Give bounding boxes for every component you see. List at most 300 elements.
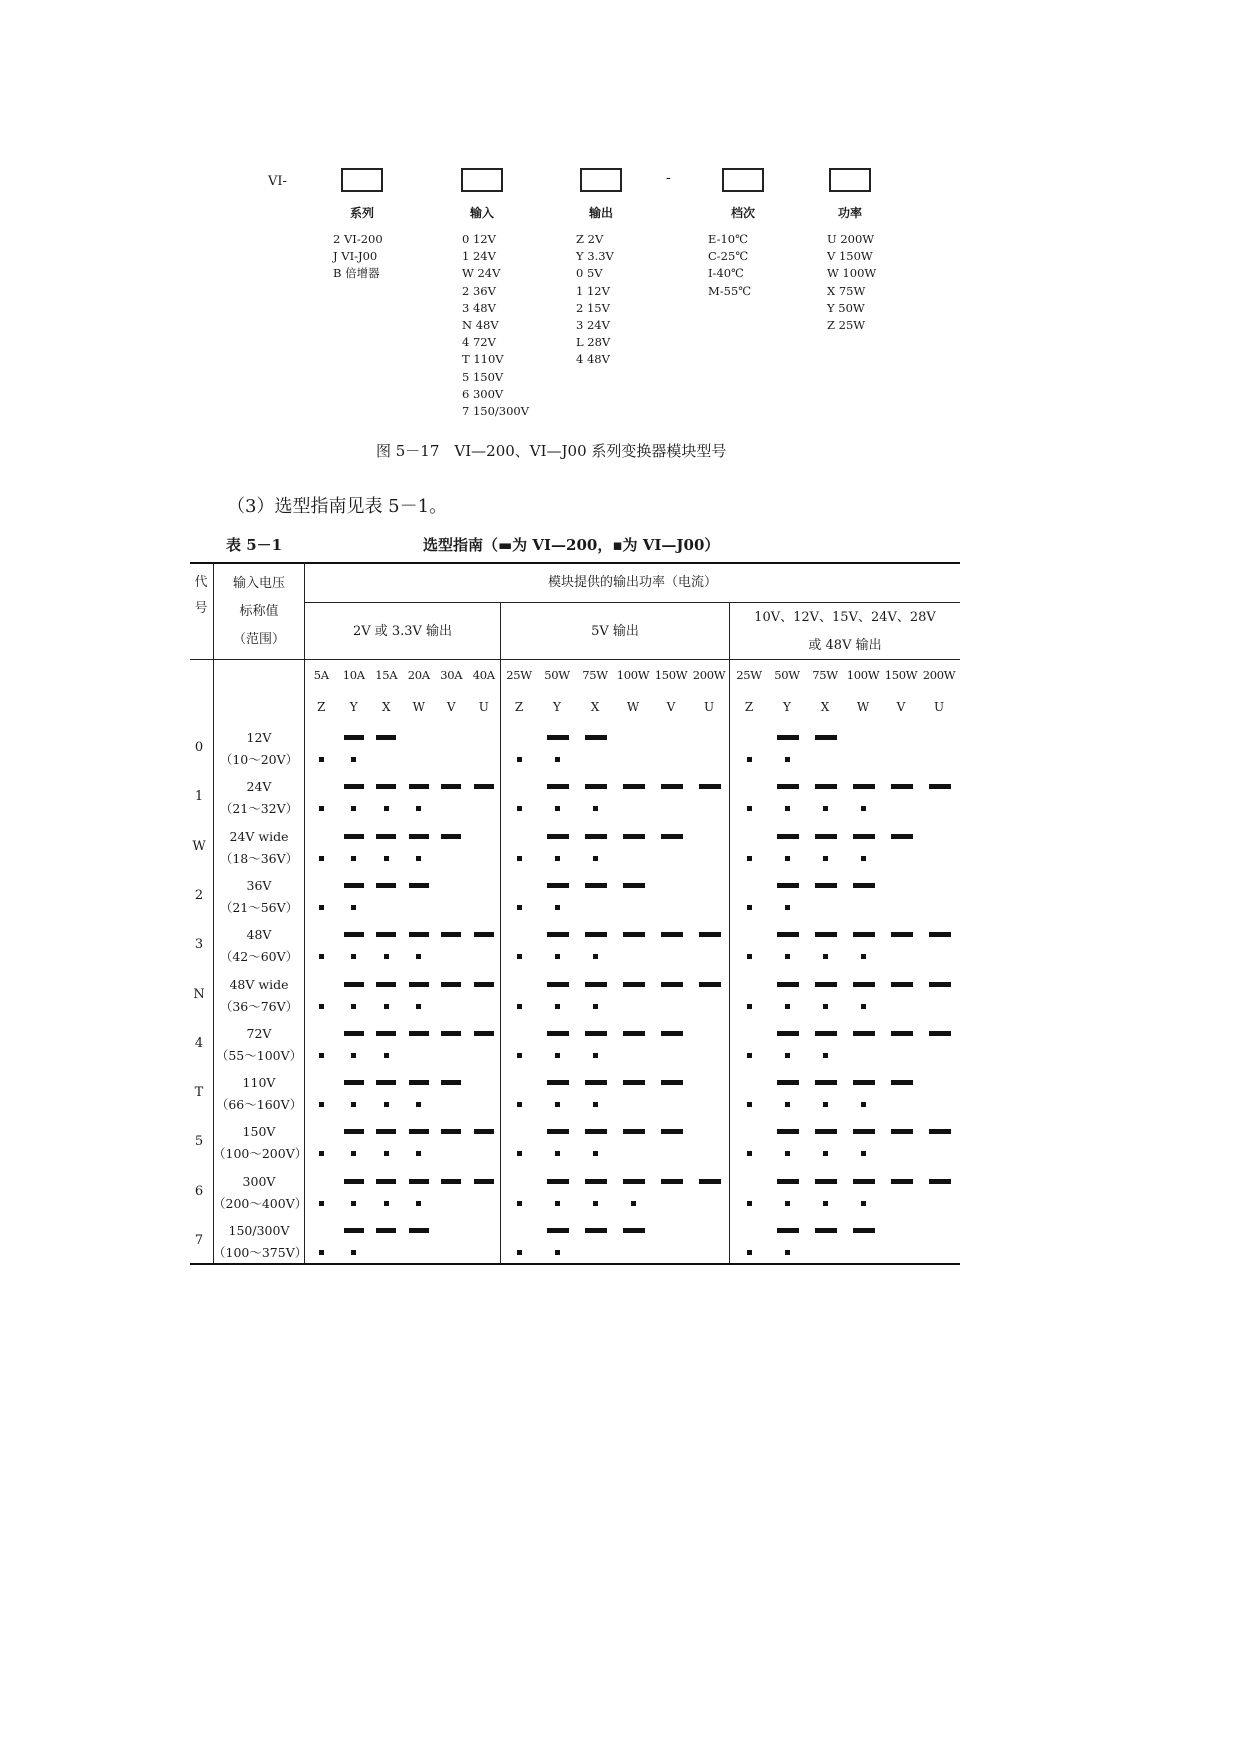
vi-200-mark: [777, 1129, 799, 1134]
vi-200-mark: [777, 784, 799, 789]
vi-200-mark: [441, 834, 461, 839]
vi-j00-mark: [517, 757, 522, 762]
body-paragraph: （3）选型指南见表 5－1。: [227, 496, 448, 517]
row-code: 5: [194, 1134, 204, 1150]
vi-200-mark: [441, 1129, 461, 1134]
vi-j00-mark: [555, 1151, 560, 1156]
vi-j00-mark: [555, 856, 560, 861]
vi-200-mark: [585, 982, 607, 987]
output-header: 模块提供的输出功率（电流）: [547, 575, 717, 590]
series-box: [341, 168, 383, 192]
row-code: 7: [194, 1233, 204, 1248]
vi-j00-mark: [593, 1201, 598, 1206]
vi-j00-mark: [517, 856, 522, 861]
vi-200-mark: [777, 883, 799, 888]
vi-200-mark: [853, 784, 875, 789]
column-header: 200W: [692, 668, 726, 682]
vi-j00-mark: [555, 905, 560, 910]
input-voltage: [213, 826, 305, 870]
vi-j00-mark: [747, 757, 752, 762]
column-code: V: [896, 700, 906, 714]
diagram-list-item: Y 3.3V: [576, 249, 614, 264]
vi-200-mark: [376, 1129, 396, 1134]
vi-200-mark: [344, 1080, 364, 1085]
vi-200-mark: [344, 1228, 364, 1233]
vi-200-mark: [409, 1080, 429, 1085]
vi-j00-mark: [555, 1250, 560, 1255]
input-range: （66～160V）: [215, 1097, 303, 1113]
power-list: [827, 231, 876, 334]
code-header-char: 号: [194, 601, 208, 616]
row-code: T: [194, 1085, 204, 1101]
vi-j00-mark: [861, 954, 866, 959]
vi-j00-mark: [416, 1151, 421, 1156]
vi-j00-mark: [593, 856, 598, 861]
vi-j00-mark: [861, 1201, 866, 1206]
model-prefix: VI-: [268, 174, 287, 189]
vi-200-mark: [853, 1080, 875, 1085]
vi-200-mark: [376, 834, 396, 839]
vi-200-mark: [853, 834, 875, 839]
diagram-list-item: B 倍增器: [333, 266, 380, 281]
row-code: 4: [194, 1035, 204, 1051]
vi-j00-mark: [593, 1053, 598, 1058]
vi-200-mark: [585, 784, 607, 789]
diagram-list-item: Y 50W: [827, 300, 865, 315]
vi-200-mark: [474, 1179, 494, 1184]
diagram-list-item: 0 5V: [576, 266, 603, 281]
vi-j00-mark: [351, 856, 356, 861]
vi-j00-mark: [517, 1102, 522, 1107]
vi-j00-mark: [319, 1102, 324, 1107]
vi-200-mark: [623, 982, 645, 987]
vi-j00-mark: [319, 954, 324, 959]
vi-200-mark: [929, 932, 951, 937]
vi-j00-mark: [351, 757, 356, 762]
vi-200-mark: [344, 932, 364, 937]
vi-200-mark: [547, 1228, 569, 1233]
vi-200-mark: [929, 1129, 951, 1134]
vi-200-mark: [344, 834, 364, 839]
column-code: W: [412, 700, 425, 714]
column-code: Y: [349, 700, 358, 714]
vi-j00-mark: [319, 1004, 324, 1009]
power-title: 功率: [837, 206, 862, 220]
column-code: Z: [744, 700, 754, 714]
input-nominal: 24V: [246, 779, 272, 795]
vi-j00-mark: [517, 1004, 522, 1009]
vi-j00-mark: [747, 905, 752, 910]
vi-200-mark: [344, 735, 364, 740]
vi-j00-mark: [384, 806, 389, 811]
vi-j00-mark: [747, 856, 752, 861]
grade-title: 档次: [730, 206, 755, 220]
vi-200-mark: [777, 1031, 799, 1036]
vi-j00-mark: [384, 1053, 389, 1058]
vi-200-mark: [441, 982, 461, 987]
column-header: 100W: [846, 668, 880, 682]
group-label-2: 5V 输出: [591, 624, 639, 639]
header-rule-1: [304, 602, 960, 603]
input-title: 输入: [469, 206, 494, 220]
column-header: 25W: [736, 668, 762, 682]
column-header: 15A: [375, 668, 398, 682]
vi-j00-mark: [861, 806, 866, 811]
diagram-list-item: T 110V: [462, 352, 504, 367]
vi-200-mark: [623, 1031, 645, 1036]
vi-j00-mark: [384, 1201, 389, 1206]
column-code: U: [703, 700, 715, 714]
vi-j00-mark: [785, 1151, 790, 1156]
vi-200-mark: [891, 1179, 913, 1184]
input-range: （55～100V）: [215, 1047, 303, 1063]
diagram-list-item: M-55℃: [708, 283, 752, 298]
column-header: 40A: [472, 668, 495, 682]
diagram-list-item: U 200W: [827, 232, 875, 246]
vi-200-mark: [441, 1080, 461, 1085]
vi-200-mark: [929, 784, 951, 789]
vi-200-mark: [409, 784, 429, 789]
vi-200-mark: [344, 1031, 364, 1036]
vi-j00-mark: [593, 1151, 598, 1156]
input-range: （36～76V）: [219, 998, 299, 1014]
vi-200-mark: [441, 1031, 461, 1036]
column-header: 150W: [654, 668, 688, 682]
vi-j00-mark: [631, 1201, 636, 1206]
vi-200-mark: [547, 1179, 569, 1184]
vi-j00-mark: [747, 954, 752, 959]
vi-j00-mark: [823, 856, 828, 861]
vi-j00-mark: [416, 1004, 421, 1009]
series-list: [333, 231, 383, 283]
vi-200-mark: [815, 784, 837, 789]
table-number: 表 5－1: [226, 536, 283, 554]
vi-j00-mark: [555, 1004, 560, 1009]
vi-200-mark: [815, 883, 837, 888]
vi-j00-mark: [747, 1004, 752, 1009]
vi-j00-mark: [747, 1151, 752, 1156]
vi-200-mark: [699, 932, 721, 937]
column-header: 50W: [544, 668, 570, 682]
vi-j00-mark: [517, 954, 522, 959]
vi-200-mark: [547, 834, 569, 839]
vi-200-mark: [441, 784, 461, 789]
vi-200-mark: [547, 982, 569, 987]
vi-200-mark: [623, 1080, 645, 1085]
vi-j00-mark: [517, 1250, 522, 1255]
column-header: 100W: [616, 668, 650, 682]
vi-200-mark: [815, 1080, 837, 1085]
vi-j00-mark: [747, 1201, 752, 1206]
series-title: 系列: [349, 206, 374, 220]
row-code: 6: [194, 1183, 204, 1199]
vi-200-mark: [474, 784, 494, 789]
diagram-list-item: E-10℃: [708, 232, 748, 246]
column-header: 5A: [313, 668, 329, 682]
vi-200-mark: [376, 982, 396, 987]
vi-200-mark: [815, 1228, 837, 1233]
vi-j00-mark: [384, 1004, 389, 1009]
vi-j00-mark: [823, 1102, 828, 1107]
vi-j00-mark: [555, 1201, 560, 1206]
vi-200-mark: [474, 932, 494, 937]
vi-j00-mark: [747, 1250, 752, 1255]
input-nominal: 36V: [246, 877, 272, 893]
vi-j00-mark: [785, 757, 790, 762]
vi-j00-mark: [593, 806, 598, 811]
vi-200-mark: [376, 1179, 396, 1184]
vi-j00-mark: [319, 806, 324, 811]
vi-j00-mark: [319, 856, 324, 861]
input-nominal: 12V: [246, 730, 272, 745]
vi-200-mark: [376, 1031, 396, 1036]
diagram-list-item: X 75W: [827, 283, 866, 298]
vi-j00-mark: [785, 1201, 790, 1206]
vi-j00-mark: [384, 1151, 389, 1156]
column-code: W: [626, 700, 640, 714]
diagram-list-item: J VI-J00: [333, 249, 378, 264]
input-range: （100～375V）: [213, 1245, 308, 1260]
vi-200-mark: [777, 982, 799, 987]
vi-200-mark: [547, 1129, 569, 1134]
vi-200-mark: [623, 1129, 645, 1134]
vi-j00-mark: [351, 1102, 356, 1107]
vi-j00-mark: [747, 1102, 752, 1107]
vi-j00-mark: [593, 954, 598, 959]
vi-200-mark: [409, 834, 429, 839]
vi-200-mark: [376, 1228, 396, 1233]
diagram-list-item: Z 25W: [827, 318, 866, 333]
input-voltage: [213, 1171, 308, 1215]
vi-200-mark: [344, 982, 364, 987]
vi-j00-mark: [416, 1201, 421, 1206]
figure-caption: 图 5－17 VI—200、VI—J00 系列变换器模块型号: [376, 442, 727, 460]
row-code: 3: [194, 937, 204, 953]
vi-j00-mark: [319, 905, 324, 910]
diagram-list-item: 3 48V: [462, 300, 496, 315]
column-code: Z: [317, 700, 326, 714]
vi-200-mark: [441, 932, 461, 937]
diagram-list-item: 4 72V: [462, 335, 496, 350]
diagram-list-item: 5 150V: [462, 369, 504, 384]
vi-200-mark: [585, 1080, 607, 1085]
vi-j00-mark: [351, 1004, 356, 1009]
vi-200-mark: [777, 735, 799, 740]
vi-j00-mark: [517, 1053, 522, 1058]
vi-j00-mark: [555, 1102, 560, 1107]
vi-200-mark: [929, 1031, 951, 1036]
diagram-list-item: N 48V: [462, 318, 499, 333]
row-code: 0: [194, 740, 204, 755]
vi-200-mark: [891, 834, 913, 839]
input-nominal: 72V: [246, 1025, 272, 1041]
input-header: [214, 570, 304, 654]
vi-200-mark: [376, 735, 396, 740]
vi-200-mark: [547, 1080, 569, 1085]
vi-200-mark: [547, 883, 569, 888]
vi-j00-mark: [747, 1053, 752, 1058]
vi-j00-mark: [823, 1053, 828, 1058]
group-label-3-line-1: 10V、12V、15V、24V、28V: [754, 610, 936, 625]
diagram-list-item: V 150W: [827, 249, 873, 264]
vi-200-mark: [815, 982, 837, 987]
input-nominal: 150V: [242, 1124, 276, 1140]
vi-200-mark: [585, 735, 607, 740]
vi-200-mark: [661, 982, 683, 987]
vi-j00-mark: [785, 905, 790, 910]
vi-200-mark: [623, 883, 645, 888]
input-header-line-2: 标称值: [239, 604, 279, 619]
vi-j00-mark: [517, 905, 522, 910]
vi-j00-mark: [861, 1102, 866, 1107]
input-range: （21～32V）: [219, 801, 299, 817]
group-rule-2: [729, 602, 730, 1263]
vi-200-mark: [547, 735, 569, 740]
vi-200-mark: [815, 1031, 837, 1036]
vi-200-mark: [585, 883, 607, 888]
input-voltage: [213, 974, 305, 1018]
vi-200-mark: [815, 1129, 837, 1134]
vi-200-mark: [699, 982, 721, 987]
column-header: 200W: [922, 668, 956, 682]
vi-200-mark: [661, 1179, 683, 1184]
row-code: 1: [194, 789, 204, 805]
vi-j00-mark: [785, 1250, 790, 1255]
row-code: 2: [194, 887, 204, 903]
input-voltage: [213, 776, 305, 820]
vi-j00-mark: [319, 757, 324, 762]
column-code: X: [820, 700, 830, 714]
vi-200-mark: [815, 735, 837, 740]
row-code: W: [192, 838, 206, 854]
vi-200-mark: [661, 784, 683, 789]
vi-j00-mark: [861, 1004, 866, 1009]
table-title: 选型指南（▬为 VI—200，▪为 VI—J00）: [423, 536, 720, 554]
vi-j00-mark: [517, 806, 522, 811]
vi-200-mark: [623, 834, 645, 839]
vi-j00-mark: [785, 954, 790, 959]
vi-j00-mark: [555, 954, 560, 959]
input-voltage: [213, 727, 305, 771]
input-range: （42～60V）: [219, 949, 299, 965]
input-voltage: [213, 1072, 305, 1116]
vi-200-mark: [474, 982, 494, 987]
diagram-list-item: 3 24V: [576, 318, 610, 333]
table-top-rule: [190, 562, 960, 564]
vi-j00-mark: [785, 1004, 790, 1009]
vi-j00-mark: [351, 1250, 356, 1255]
column-header: 150W: [884, 668, 918, 682]
vi-200-mark: [777, 1228, 799, 1233]
column-header: 25W: [506, 668, 532, 682]
vi-j00-mark: [747, 806, 752, 811]
group-label-3-line-2: 或 48V 输出: [808, 638, 882, 653]
column-code: V: [666, 700, 676, 714]
vi-200-mark: [891, 932, 913, 937]
diagram-list-item: L 28V: [576, 335, 611, 350]
vi-j00-mark: [384, 954, 389, 959]
vi-200-mark: [585, 1179, 607, 1184]
vi-200-mark: [376, 1080, 396, 1085]
vi-j00-mark: [785, 1102, 790, 1107]
column-code: X: [590, 700, 600, 714]
vi-j00-mark: [351, 905, 356, 910]
vi-200-mark: [853, 982, 875, 987]
vi-200-mark: [853, 1129, 875, 1134]
column-header: 50W: [774, 668, 800, 682]
vi-200-mark: [777, 1080, 799, 1085]
vi-j00-mark: [384, 856, 389, 861]
vi-200-mark: [409, 932, 429, 937]
grade-list: [708, 231, 751, 300]
vi-200-mark: [777, 1179, 799, 1184]
vi-200-mark: [585, 1031, 607, 1036]
vi-j00-mark: [593, 1102, 598, 1107]
column-code: Y: [783, 700, 791, 714]
vi-j00-mark: [861, 856, 866, 861]
vi-200-mark: [853, 1228, 875, 1233]
vi-j00-mark: [517, 1201, 522, 1206]
vi-200-mark: [929, 1179, 951, 1184]
output-box: [580, 168, 622, 192]
input-range: （21～56V）: [219, 899, 299, 915]
input-range: （10～20V）: [219, 752, 299, 767]
vi-200-mark: [441, 1179, 461, 1184]
power-box: [829, 168, 871, 192]
column-code: Z: [514, 700, 524, 714]
vi-200-mark: [891, 1129, 913, 1134]
vi-200-mark: [585, 932, 607, 937]
vi-200-mark: [474, 1031, 494, 1036]
vi-200-mark: [547, 784, 569, 789]
input-voltage: [213, 1220, 308, 1264]
vi-j00-mark: [823, 1201, 828, 1206]
input-voltage: [213, 924, 305, 968]
diagram-list-item: 0 12V: [462, 232, 496, 246]
input-list: [462, 231, 529, 420]
vi-200-mark: [853, 883, 875, 888]
vi-j00-mark: [351, 1053, 356, 1058]
column-code: V: [446, 700, 456, 714]
vi-200-mark: [699, 1179, 721, 1184]
vi-j00-mark: [351, 1201, 356, 1206]
vi-j00-mark: [555, 1053, 560, 1058]
diagram-list-item: 1 12V: [576, 283, 610, 298]
input-voltage: [213, 1023, 305, 1067]
input-nominal: 110V: [242, 1075, 276, 1091]
input-range: （100～200V）: [213, 1146, 308, 1162]
vi-200-mark: [661, 1080, 683, 1085]
model-dash: -: [666, 170, 671, 186]
vi-j00-mark: [351, 1151, 356, 1156]
vi-200-mark: [547, 932, 569, 937]
vi-200-mark: [409, 982, 429, 987]
vi-200-mark: [661, 1031, 683, 1036]
diagram-list-item: 6 300V: [462, 386, 504, 401]
diagram-list-item: 4 48V: [576, 352, 610, 367]
column-header: 10A: [342, 668, 365, 682]
code-header-char: 代: [194, 575, 208, 590]
vi-200-mark: [585, 1228, 607, 1233]
vi-200-mark: [409, 1179, 429, 1184]
vi-j00-mark: [319, 1250, 324, 1255]
input-nominal: 48V wide: [229, 976, 289, 992]
column-code: Y: [553, 700, 561, 714]
group-label-3: [730, 604, 960, 660]
vi-200-mark: [853, 932, 875, 937]
diagram-list-item: 2 15V: [576, 300, 610, 315]
vi-200-mark: [409, 1228, 429, 1233]
